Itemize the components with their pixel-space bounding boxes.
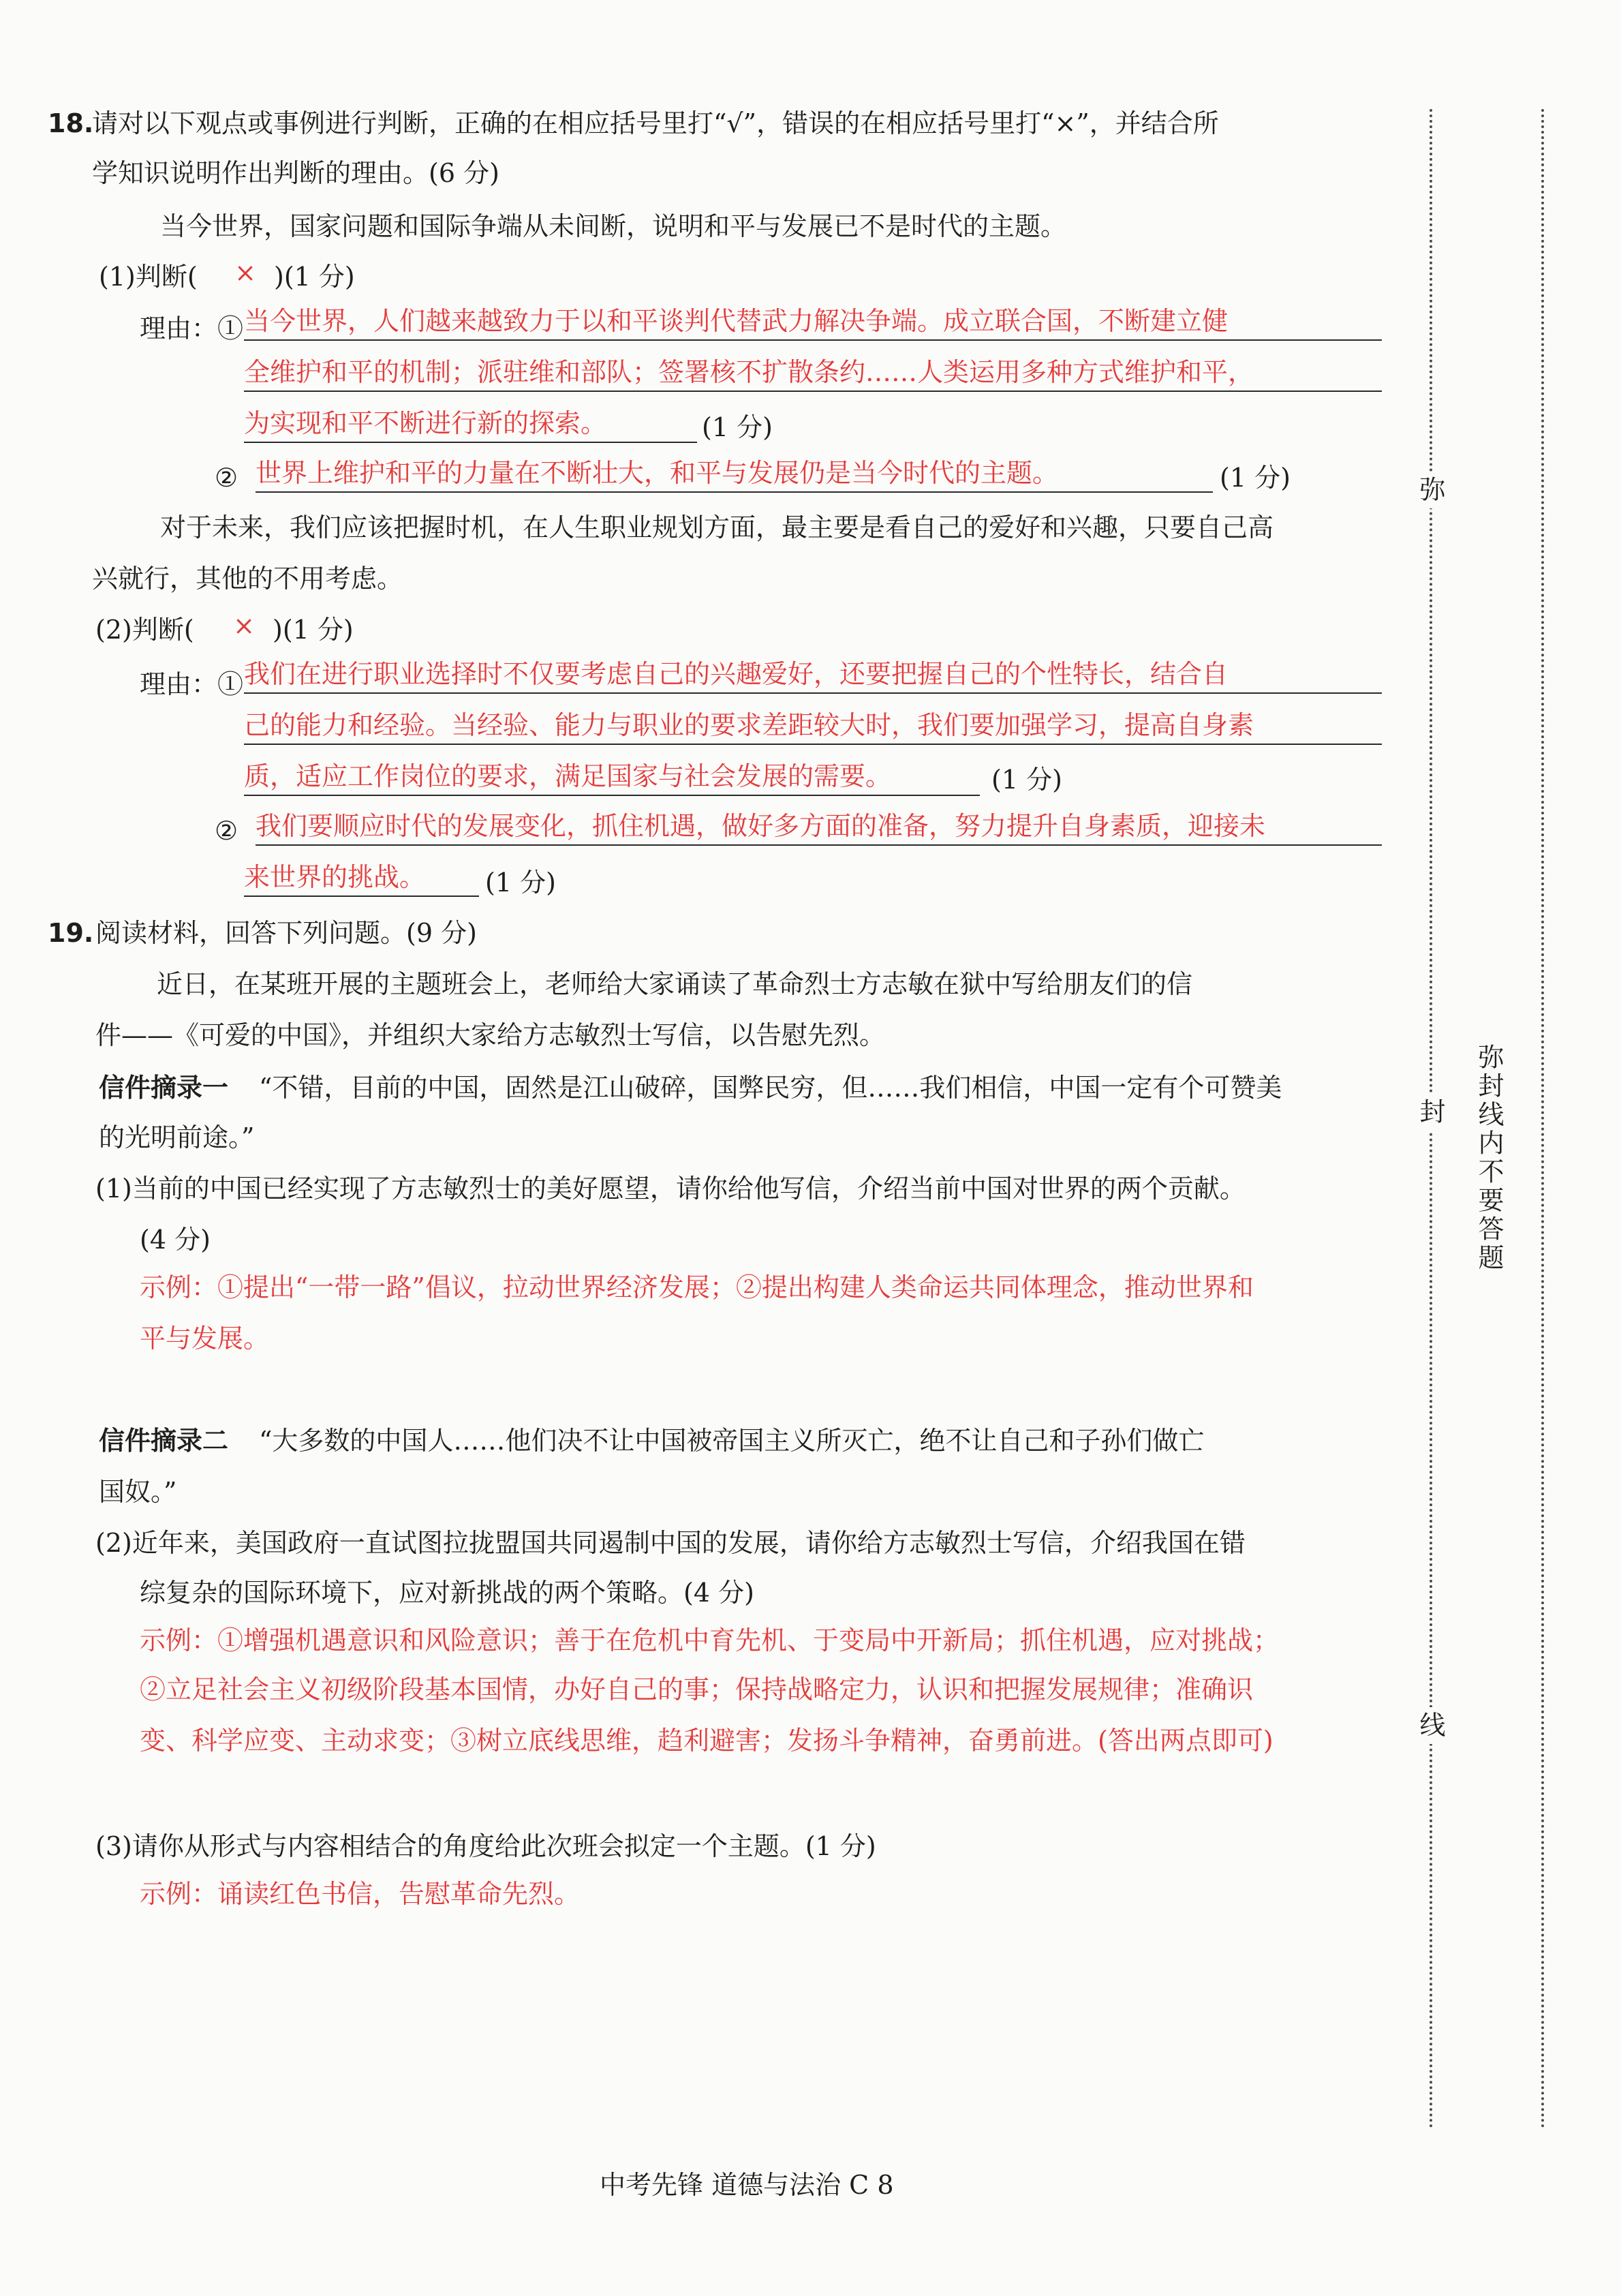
q19-part2-answer-line1: 示例：①增强机遇意识和风险意识；善于在危机中育先机、于变局中开新局；抓住机遇，应对挑战； xyxy=(140,1625,1280,1655)
q18-reason2-answer-item2-line2: 来世界的挑战。 xyxy=(244,864,479,897)
q18-judge2-score: )(1 分) xyxy=(273,615,354,645)
q19-excerpt2-line2: 国奴。” xyxy=(99,1477,177,1507)
q18-reason1-item2-score: (1 分) xyxy=(1220,463,1291,493)
q19-excerpt2-label: 信件摘录二 xyxy=(99,1426,229,1456)
q18-statement1: 当今世界，国家问题和国际争端从未间断，说明和平与发展已不是时代的主题。 xyxy=(160,211,1067,241)
q18-reason1-score: (1 分) xyxy=(702,412,773,442)
q18-reason1-answer-line1: 当今世界，人们越来越致力于以和平谈判代替武力解决争端。成立联合国，不断建立健 xyxy=(244,308,1382,341)
binding-label-xian: 线 xyxy=(1412,1707,1449,1744)
binding-label-feng: 封 xyxy=(1412,1094,1449,1131)
q18-stem-line1: 请对以下观点或事例进行判断，正确的在相应括号里打“√”，错误的在相应括号里打“×”，并结合所 xyxy=(92,108,1219,138)
q19-part1-answer-line2: 平与发展。 xyxy=(140,1323,270,1353)
q19-excerpt1-line1: “不错，目前的中国，固然是江山破碎，国弊民穷，但……我们相信，中国一定有个可赞美 xyxy=(259,1073,1282,1103)
q19-part1-line1: (1)当前的中国已经实现了方志敏烈士的美好愿望，请你给他写信，介绍当前中国对世界的两个贡献。 xyxy=(95,1174,1246,1204)
q18-judge2-mark: × xyxy=(233,611,255,641)
q19-part3-line1: (3)请你从形式与内容相结合的角度给此次班会拟定一个主题。(1 分) xyxy=(95,1831,876,1861)
q18-reason2-answer-line3: 质，适应工作岗位的要求，满足国家与社会发展的需要。 xyxy=(244,763,980,796)
q19-part1-answer-line1: 示例：①提出“一带一路”倡议，拉动世界经济发展；②提出构建人类命运共同体理念，推动世界和 xyxy=(140,1272,1254,1302)
q19-part1-score: (4 分) xyxy=(140,1225,211,1255)
q18-reason1-label: 理由：① xyxy=(140,313,244,343)
q19-excerpt2-line1: “大多数的中国人……他们决不让中国被帝国主义所灭亡，绝不让自己和子孙们做亡 xyxy=(259,1426,1205,1456)
binding-warning-text: 弥封线内不要答题 xyxy=(1470,1039,1508,1276)
q18-judge1-label: (1)判断( xyxy=(99,262,198,292)
binding-dotted-line-outer xyxy=(1541,109,1544,2130)
q18-reason2-answer-line2: 己的能力和经验。当经验、能力与职业的要求差距较大时，我们要加强学习，提高自身素 xyxy=(244,712,1382,745)
q19-material-line2: 件——《可爱的中国》，并组织大家给方志敏烈士写信，以告慰先烈。 xyxy=(95,1020,886,1050)
q19-material-line1: 近日，在某班开展的主题班会上，老师给大家诵读了革命烈士方志敏在狱中写给朋友们的信 xyxy=(157,969,1193,999)
q19-excerpt1-label: 信件摘录一 xyxy=(99,1073,229,1103)
q18-reason1-answer-item2: 世界上维护和平的力量在不断壮大，和平与发展仍是当今时代的主题。 xyxy=(256,460,1213,493)
q18-number: 18. xyxy=(48,108,94,138)
q18-statement2-line1: 对于未来，我们应该把握时机，在人生职业规划方面，最主要是看自己的爱好和兴趣，只要自己高 xyxy=(160,512,1274,542)
q19-number: 19. xyxy=(48,918,94,948)
q18-judge1-mark: × xyxy=(234,258,256,288)
q18-judge1-score: )(1 分) xyxy=(274,262,355,292)
q19-part2-line1: (2)近年来，美国政府一直试图拉拢盟国共同遏制中国的发展，请你给方志敏烈士写信，介绍我国在错 xyxy=(95,1528,1246,1558)
binding-label-mi: 弥 xyxy=(1412,472,1449,508)
q18-reason2-item2-score: (1 分) xyxy=(485,868,556,898)
q19-part2-line2: 综复杂的国际环境下，应对新挑战的两个策略。(4 分) xyxy=(140,1578,754,1608)
q18-statement2-line2: 兴就行，其他的不用考虑。 xyxy=(92,564,403,594)
q19-part3-answer: 示例：诵读红色书信，告慰革命先烈。 xyxy=(140,1879,581,1909)
q18-reason1-answer-line2: 全维护和平的机制；派驻维和部队；签署核不扩散条约……人类运用多种方式维护和平， xyxy=(244,359,1382,392)
q19-stem: 阅读材料，回答下列问题。(9 分) xyxy=(95,918,477,948)
q18-reason2-item2-number: ② xyxy=(215,816,238,846)
q18-reason1-item2-number: ② xyxy=(215,463,238,493)
q18-stem-line2: 学知识说明作出判断的理由。(6 分) xyxy=(92,158,499,188)
q18-reason2-answer-line1: 我们在进行职业选择时不仅要考虑自己的兴趣爱好，还要把握自己的个性特长，结合自 xyxy=(244,661,1382,694)
q19-part2-answer-line2: ②立足社会主义初级阶段基本国情，办好自己的事；保持战略定力，认识和把握发展规律；准确识 xyxy=(140,1674,1254,1704)
q19-excerpt1-line2: 的光明前途。” xyxy=(99,1122,255,1152)
q18-reason2-label: 理由：① xyxy=(140,669,244,699)
q19-part2-answer-line3: 变、科学应变、主动求变；③树立底线思维，趋利避害；发扬斗争精神，奋勇前进。(答出两点即可) xyxy=(140,1726,1273,1756)
q18-judge2-label: (2)判断( xyxy=(95,615,194,645)
page-footer: 中考先锋 道德与法治 C 8 xyxy=(600,2170,894,2200)
q18-reason2-answer-item2-line1: 我们要顺应时代的发展变化，抓住机遇，做好多方面的准备，努力提升自身素质，迎接未 xyxy=(256,813,1382,846)
q18-reason2-score: (1 分) xyxy=(991,765,1062,795)
q18-reason1-answer-line3: 为实现和平不断进行新的探索。 xyxy=(244,410,697,443)
